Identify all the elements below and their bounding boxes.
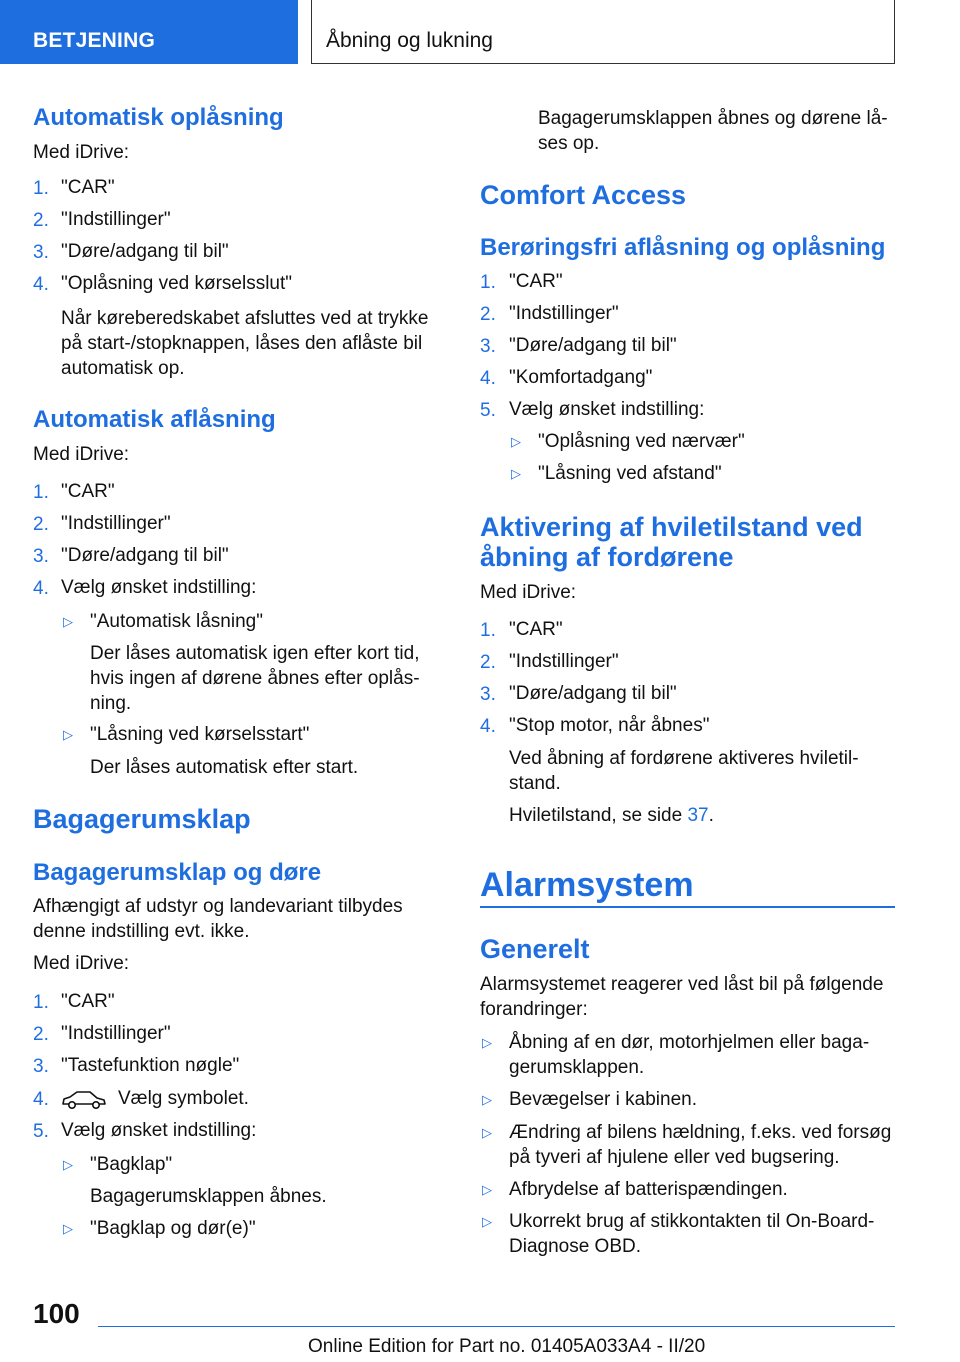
step-text: "CAR" — [61, 177, 115, 198]
triangle-right-icon: ▷ — [482, 1092, 492, 1107]
step-number: 1. — [33, 482, 49, 503]
option-text: "Låsning ved afstand" — [538, 463, 722, 484]
heading-comfort-access: Comfort Access — [480, 180, 687, 210]
step-text: "Indstillinger" — [61, 1023, 171, 1044]
intro-line: denne indstilling evt. ikke. — [33, 921, 250, 942]
step-number: 3. — [480, 684, 496, 705]
step-number: 5. — [33, 1121, 49, 1142]
option-text: "Bagklap" — [90, 1154, 173, 1175]
intro-line: Alarmsystemet reagerer ved låst bil på følgende — [480, 974, 884, 995]
subheading-general: Generelt — [480, 934, 590, 964]
step-number: 1. — [33, 992, 49, 1013]
subheading-trunk-and-doors: Bagagerumsklap og døre — [33, 859, 322, 886]
note-line: på start-/stopknappen, låses den aflåste bil — [61, 333, 423, 354]
option-text: "Bagklap og dør(e)" — [90, 1218, 256, 1239]
step-number: 2. — [480, 304, 496, 325]
bullet-text: Afbrydelse af batterispændingen. — [509, 1179, 788, 1200]
step-number: 1. — [33, 178, 49, 199]
heading-trunk-lid: Bagagerumsklap — [33, 804, 251, 834]
heading-standby-activation: Aktivering af hviletilstand ved — [480, 512, 863, 542]
step-text: "CAR" — [61, 481, 115, 502]
triangle-right-icon: ▷ — [482, 1035, 492, 1050]
step-number: 5. — [480, 400, 496, 421]
step-text: "Stop motor, når åbnes" — [509, 715, 710, 736]
bullet-text: Bevægelser i kabinen. — [509, 1089, 697, 1110]
bullet-text: Diagnose OBD. — [509, 1236, 642, 1257]
step-number: 1. — [480, 620, 496, 641]
option-text: "Låsning ved kørselsstart" — [90, 724, 310, 745]
triangle-right-icon: ▷ — [63, 614, 73, 629]
intro-line: forandringer: — [480, 999, 588, 1020]
option-desc: Der låses automatisk efter start. — [90, 757, 359, 778]
step-text: "Indstillinger" — [61, 513, 171, 534]
step-text: "Døre/adgang til bil" — [61, 241, 229, 262]
page-number: 100 — [33, 1298, 80, 1329]
step-text: Vælg ønsket indstilling: — [509, 399, 705, 420]
step-number: 3. — [480, 336, 496, 357]
reference-end: . — [708, 805, 714, 826]
heading-standby-activation-line2: åbning af fordørene — [480, 542, 734, 572]
section-tab — [0, 0, 298, 64]
step-text: Vælg ønsket indstilling: — [61, 577, 257, 598]
footer-divider — [98, 1326, 895, 1327]
intro-line: Afhængigt af udstyr og landevariant tilbydes — [33, 896, 403, 917]
triangle-right-icon: ▷ — [511, 466, 521, 481]
step-text: "Indstillinger" — [509, 651, 619, 672]
triangle-right-icon: ▷ — [63, 727, 73, 742]
step-text: "CAR" — [61, 991, 115, 1012]
step-number: 2. — [33, 1024, 49, 1045]
intro-text: Med iDrive: — [480, 582, 577, 603]
triangle-right-icon: ▷ — [63, 1157, 73, 1172]
heading-alarm-system: Alarmsystem — [480, 866, 694, 904]
step-number: 1. — [480, 272, 496, 293]
footer-edition: Online Edition for Part no. 01405A033A4 - II/20 — [308, 1336, 706, 1357]
note-line: Ved åbning af fordørene aktiveres hviletil- — [509, 748, 859, 769]
page-reference — [509, 803, 714, 828]
continued-text: Bagagerumsklappen åbnes og dørene lå- — [538, 108, 888, 129]
intro-text: Med iDrive: — [33, 953, 130, 974]
step-text: "Døre/adgang til bil" — [61, 545, 229, 566]
option-desc: Der låses automatisk igen efter kort tid, — [90, 643, 420, 664]
step-number: 4. — [33, 274, 49, 295]
chapter-label: Åbning og lukning — [326, 29, 493, 52]
subheading-contactless-locking: Berøringsfri aflåsning og oplåsning — [480, 234, 886, 261]
car-icon — [60, 1088, 108, 1112]
step-number: 2. — [33, 514, 49, 535]
step-text: "CAR" — [509, 271, 563, 292]
step-text: "Indstillinger" — [61, 209, 171, 230]
note-line: Når køreberedskabet afsluttes ved at trykke — [61, 308, 429, 329]
bullet-text: gerumsklappen. — [509, 1057, 645, 1078]
option-text: "Oplåsning ved nærvær" — [538, 431, 745, 452]
reference-text: Hviletilstand, se side — [509, 805, 688, 826]
step-number: 2. — [33, 210, 49, 231]
step-number: 3. — [33, 242, 49, 263]
continued-text: ses op. — [538, 133, 600, 154]
option-text: "Automatisk låsning" — [90, 611, 263, 632]
step-text: "Tastefunktion nøgle" — [61, 1055, 240, 1076]
step-number: 2. — [480, 652, 496, 673]
note-line: automatisk op. — [61, 358, 185, 379]
step-number: 4. — [33, 1089, 49, 1110]
section-label: BETJENING — [33, 29, 155, 52]
triangle-right-icon: ▷ — [482, 1214, 492, 1229]
triangle-right-icon: ▷ — [482, 1125, 492, 1140]
bullet-text: Åbning af en dør, motorhjelmen eller baga- — [509, 1032, 870, 1053]
note-line: stand. — [509, 773, 561, 794]
step-number: 3. — [33, 1056, 49, 1077]
step-text: "Komfortadgang" — [509, 367, 653, 388]
step-number: 4. — [480, 716, 496, 737]
option-desc: hvis ingen af dørene åbnes efter oplås- — [90, 668, 420, 689]
bullet-text: Ukorrekt brug af stikkontakten til On-Board- — [509, 1211, 875, 1232]
heading-automatic-lock: Automatisk aflåsning — [33, 406, 276, 433]
triangle-right-icon: ▷ — [511, 434, 521, 449]
bullet-text: på tyveri af hjulene eller ved bugsering. — [509, 1147, 840, 1168]
triangle-right-icon: ▷ — [63, 1221, 73, 1236]
option-desc: ning. — [90, 693, 132, 714]
step-text: Vælg symbolet. — [118, 1088, 249, 1109]
step-text: "Oplåsning ved kørselsslut" — [61, 273, 293, 294]
step-text: "Døre/adgang til bil" — [509, 683, 677, 704]
step-number: 3. — [33, 546, 49, 567]
intro-text: Med iDrive: — [33, 142, 130, 163]
bullet-text: Ændring af bilens hældning, f.eks. ved forsøg — [509, 1122, 892, 1143]
chapter-tab — [311, 0, 895, 64]
intro-text: Med iDrive: — [33, 444, 130, 465]
step-number: 4. — [480, 368, 496, 389]
heading-automatic-unlock: Automatisk oplåsning — [33, 104, 284, 131]
section-divider — [480, 906, 895, 908]
page-link[interactable]: 37 — [687, 805, 709, 826]
step-text: Vælg ønsket indstilling: — [61, 1120, 257, 1141]
triangle-right-icon: ▷ — [482, 1182, 492, 1197]
option-desc: Bagagerumsklappen åbnes. — [90, 1186, 327, 1207]
step-text: "Indstillinger" — [509, 303, 619, 324]
step-text: "Døre/adgang til bil" — [509, 335, 677, 356]
step-number: 4. — [33, 578, 49, 599]
step-text: "CAR" — [509, 619, 563, 640]
